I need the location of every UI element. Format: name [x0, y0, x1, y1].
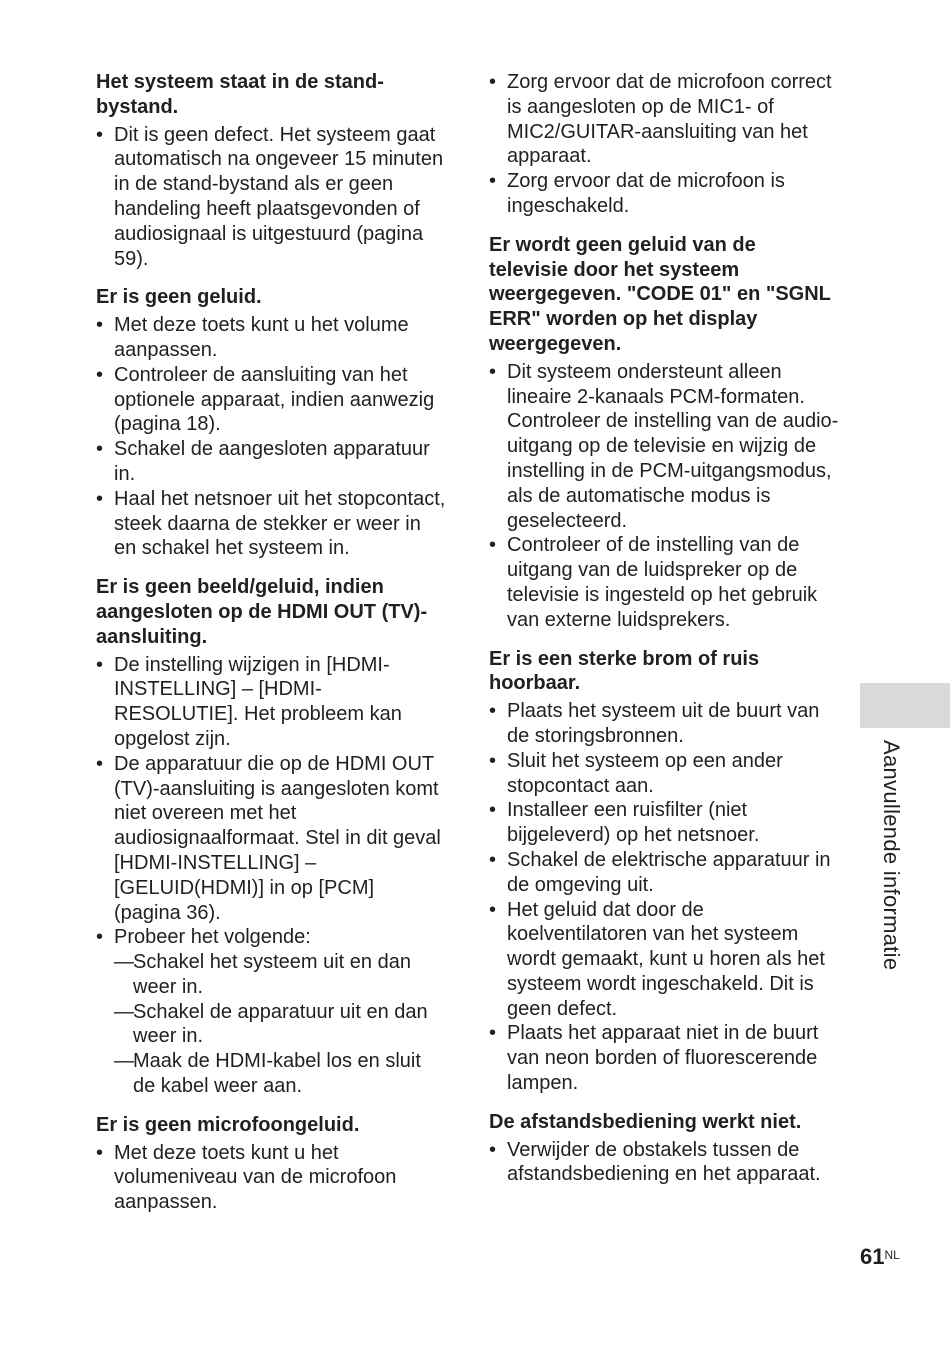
bullet-item: • Schakel de aangesloten apparatuur in. — [96, 437, 446, 487]
bullet-item: • Verwijder de obstakels tussen de afstandsbediening en het apparaat. — [489, 1138, 839, 1188]
section-remote — [489, 1110, 839, 1187]
bullet-list — [96, 653, 446, 1099]
section-heading: Er is geen geluid. — [96, 286, 262, 309]
bullet-list — [489, 360, 839, 633]
bullet-item — [96, 925, 446, 1099]
bullet-item: • De apparatuur die op de HDMI OUT (TV)-aansluiting is aangesloten komt niet overeen met het audiosignaalformaat. Stel in dit geval [HDMI-INSTELLING] – [GELUID(HDMI)] in op [PCM] (pagina 36). — [96, 752, 446, 926]
bullet-item: • Plaats het systeem uit de buurt van de storingsbronnen. — [489, 699, 839, 749]
section-no-sound — [96, 285, 446, 561]
bullet-item: • Dit is geen defect. Het systeem gaat automatisch na ongeveer 15 minuten in de stand-bystand als er geen handeling heeft plaatsgevonden of audiosignaal is uitgestuurd (pagina 59). — [96, 123, 446, 272]
bullet-list — [96, 123, 446, 272]
bullet-list — [489, 1138, 839, 1188]
bullet-item: • Schakel de elektrische apparatuur in de omgeving uit. — [489, 848, 839, 898]
bullet-item: • De instelling wijzigen in [HDMI-INSTELLING] – [HDMI-RESOLUTIE]. Het probleem kan opgelost zijn. — [96, 653, 446, 752]
section-hum-noise — [489, 647, 839, 1096]
bullet-list — [96, 313, 446, 561]
section-heading: Er wordt geen geluid van de televisie door het systeem weergegeven. "CODE 01" en "SGNL ERR" worden op het display weergegeven. — [489, 233, 831, 355]
bullet-item: • Zorg ervoor dat de microfoon correct is aangesloten op de MIC1- of MIC2/GUITAR-aansluiting van het apparaat. — [489, 70, 839, 169]
section-tv-sound — [489, 233, 839, 633]
bullet-list — [489, 70, 839, 219]
section-heading: Er is een sterke brom of ruis hoorbaar. — [489, 647, 760, 695]
bullet-item: • Het geluid dat door de koelventilatoren van het systeem wordt gemaakt, kunt u horen als het systeem wordt ingeschakeld. Dit is geen defect. — [489, 898, 839, 1022]
section-heading: Er is geen beeld/geluid, indien aangesloten op de HDMI OUT (TV)-aansluiting. — [96, 576, 428, 648]
dash-item: — Schakel het systeem uit en dan weer in. — [114, 950, 446, 1000]
left-column — [96, 70, 446, 1229]
bullet-list — [96, 1141, 446, 1215]
bullet-item: • Controleer of de instelling van de uitgang van de luidspreker op de televisie is ingesteld op het gebruik van externe luidsprekers. — [489, 533, 839, 632]
section-heading: Er is geen microfoongeluid. — [96, 1113, 360, 1136]
page-number — [860, 1244, 900, 1270]
dash-list — [114, 950, 446, 1099]
right-column — [489, 70, 839, 1201]
bullet-item: • Controleer de aansluiting van het optionele apparaat, indien aanwezig (pagina 18). — [96, 363, 446, 437]
bullet-item: • Plaats het apparaat niet in de buurt van neon borden of fluorescerende lampen. — [489, 1021, 839, 1095]
section-heading: De afstandsbediening werkt niet. — [489, 1110, 802, 1133]
section-no-mic — [96, 1113, 446, 1215]
dash-item: — Maak de HDMI-kabel los en sluit de kabel weer aan. — [114, 1049, 446, 1099]
section-mic-continued — [489, 70, 839, 219]
section-standby — [96, 70, 446, 271]
side-tab — [860, 683, 950, 728]
section-heading: Het systeem staat in de stand-bystand. — [96, 71, 384, 118]
bullet-item: • Installeer een ruisfilter (niet bijgeleverd) op het netsnoer. — [489, 798, 839, 848]
bullet-text: Probeer het volgende: — [114, 926, 311, 949]
bullet-item: • Met deze toets kunt u het volume aanpassen. — [96, 313, 446, 363]
section-hdmi — [96, 575, 446, 1099]
side-tab-label: Aanvullende informatie — [879, 740, 904, 971]
dash-item: — Schakel de apparatuur uit en dan weer in. — [114, 1000, 446, 1050]
bullet-item: • Dit systeem ondersteunt alleen lineaire 2-kanaals PCM-formaten. Controleer de instelling van de audio-uitgang op de televisie en wijzig de instelling in de PCM-uitgangsmodus, als de automatische modus is geselecteerd. — [489, 360, 839, 534]
bullet-item: • Met deze toets kunt u het volumeniveau van de microfoon aanpassen. — [96, 1141, 446, 1215]
bullet-item: • Haal het netsnoer uit het stopcontact, steek daarna de stekker er weer in en schakel het systeem in. — [96, 487, 446, 561]
bullet-item: • Zorg ervoor dat de microfoon is ingeschakeld. — [489, 169, 839, 219]
page-number-value: 61 — [860, 1244, 885, 1269]
page-number-suffix: NL — [884, 1248, 900, 1262]
bullet-list — [489, 699, 839, 1096]
bullet-item: • Sluit het systeem op een ander stopcontact aan. — [489, 749, 839, 799]
